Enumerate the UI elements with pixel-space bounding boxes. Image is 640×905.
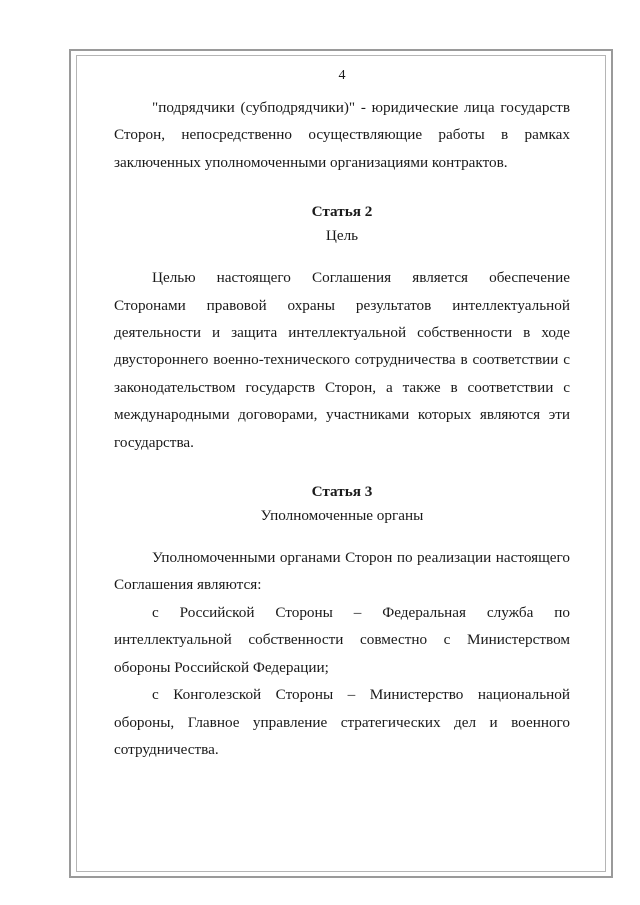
- document-body: [114, 66, 570, 763]
- definition-contractors: "подрядчики (субподрядчики)" - юридические лица государств Сторон, непосредственно осуществляющие работы в рамках заключенных уполномоченными организациями контрактов.: [114, 99, 570, 171]
- article-3-title: Статья 3: [311, 483, 373, 501]
- article-3-paragraph: Уполномоченными органами Сторон по реализации настоящего Соглашения являются:: [114, 549, 570, 594]
- article-2-paragraph: Целью настоящего Соглашения является обеспечение Сторонами правовой охраны результатов интеллектуальной деятельности и защита интеллектуальной собственности в ходе двустороннего военно-технического сотрудничества в соответствии с законодательством государств Сторон, а также в соответствии с международными договорами, участниками которых являются эти государства.: [114, 269, 570, 451]
- article-3-paragraph: с Конголезской Стороны – Министерство национальной обороны, Главное управление стратегических дел и военного сотрудничества.: [114, 686, 570, 758]
- article-2-title: Статья 2: [311, 203, 373, 221]
- article-2-subtitle: Цель: [325, 227, 359, 245]
- article-3-paragraph: с Российской Стороны – Федеральная служба по интеллектуальной собственности совместно с Министерством обороны Российской Федерации;: [114, 603, 570, 676]
- page-number: 4: [338, 68, 346, 83]
- article-3-subtitle: Уполномоченные органы: [260, 507, 424, 525]
